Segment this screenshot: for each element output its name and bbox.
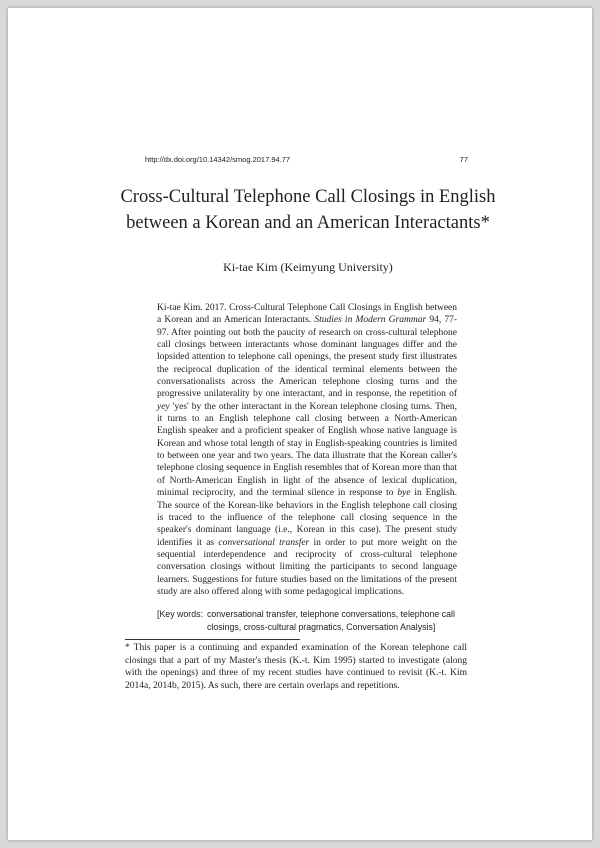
abstract: [157, 302, 457, 598]
abstract-text-b: 'yes' by the other interactant in the Korean telephone closing turns. Then, it turns to an English telephone call closing between a North-American English speaker and a proficient speaker of English whose native language is Korean and whose total length of stay in English-speaking countries is limited to between one year and two years. The data illustrate that the Korean caller's telephone closing sequence in English resembles that of Korean more than that of North-American English in light of the absence of lexical duplication, minimal reciprocity, and the terminal silence in response to: [157, 401, 457, 499]
page-number: 77: [459, 155, 468, 164]
citation-post: 94, 77-97.: [157, 315, 457, 338]
footnote: * This paper is a continuing and expanded examination of the Korean telephone call closings that a part of my Master's thesis (K.-t. Kim 1995) started to investigate (along with the openings) and three of my recent studies have continued to revisit (K.-t. Kim 2014a, 2014b, 2015). As such, there are certain overlaps and repetitions.: [125, 643, 467, 691]
word-bye: bye: [397, 488, 411, 499]
title-line-1: Cross-Cultural Telephone Call Closings in English: [120, 187, 496, 207]
title-line-2: between a Korean and an American Interactants*: [126, 213, 490, 233]
journal-name: Studies in Modern Grammar: [314, 315, 427, 326]
citation-pre: Ki-tae Kim. 2017. Cross-Cultural Telephone Call Closings in English between a Korean and an American Interactants.: [157, 303, 457, 326]
paper-title: [108, 184, 508, 236]
keywords-text: conversational transfer, telephone conversations, telephone call closings, cross-cultural pragmatics, Conversation Analysis]: [206, 609, 455, 632]
abstract-text-c: in English. The source of the Korean-like behaviors in the English telephone call closing is traced to the influence of the telephone call closing sequence in the speaker's dominant language (i.e., Korean in this case). The present study identifies it as: [157, 488, 457, 548]
abstract-text-d: in order to put more weight on the sequential interdependence and reciprocity of cross-cultural telephone conversation closings without limiting the participants to second language learners. Suggestions for future studies based on the limitations of the present study are also offered along with some pedagogical implications.: [157, 537, 457, 597]
keywords-label: [Key words:: [157, 609, 203, 619]
footnote-divider: [125, 639, 300, 640]
abstract-text-a: After pointing out both the paucity of research on cross-cultural telephone call closings between interactants whose dominant languages differ and the lopsided attention to telephone call openings, the present study first illustrates the reciprocal duplication of the identical terminal elements between the conversationalists across the American telephone closing turns and the progressive unilaterality by one interactant, and in response, the repetition of: [157, 327, 457, 400]
term-conversational-transfer: conversational transfer: [218, 537, 310, 548]
doi-link[interactable]: http://dx.doi.org/10.14342/smog.2017.94.77: [145, 155, 291, 164]
author-affiliation: Ki-tae Kim (Keimyung University): [223, 260, 393, 274]
keywords: [157, 608, 457, 634]
running-header: [145, 155, 468, 164]
page: [8, 8, 592, 840]
word-yey: yey: [157, 401, 170, 412]
